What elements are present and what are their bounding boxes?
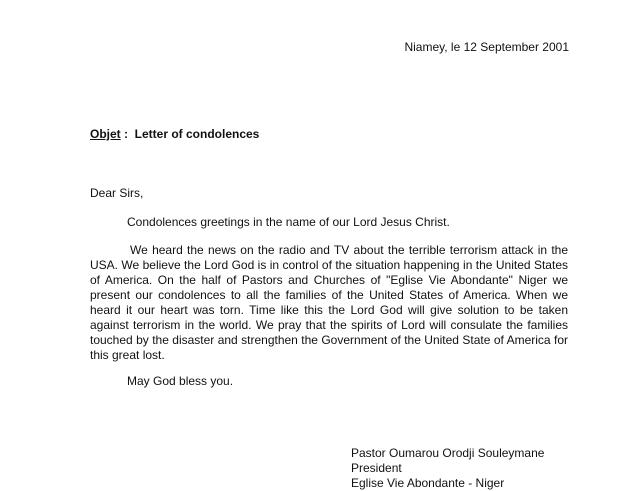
body-text: We heard the news on the radio and TV about the terrible terrorism attack in the USA. We believe the Lord God is in control of the situation happening in the United States of America. On the half of Pastors and Churches of "Eglise Vie Abondante" Niger we present our condolences to all the families of the United States of America. When we heard it our heart was torn. Time like this the Lord God will give solution to be taken against terrorism in the world. We pray that the spirits of Lord will consulate the families touched by the disaster and strengthen the Government of the United State of America for this great lost. bbox=[90, 243, 568, 362]
greeting-line: Condolences greetings in the name of our Lord Jesus Christ. bbox=[127, 215, 450, 229]
closing-line: May God bless you. bbox=[127, 374, 234, 388]
subject-line bbox=[90, 127, 259, 141]
subject-text: Letter of condolences bbox=[134, 127, 260, 141]
subject-label: Objet bbox=[90, 127, 121, 141]
signatory-name: Pastor Oumarou Orodji Souleymane bbox=[351, 446, 545, 460]
signature-block bbox=[351, 446, 544, 491]
salutation: Dear Sirs, bbox=[90, 186, 144, 200]
signatory-title: President bbox=[351, 461, 402, 475]
body-paragraph bbox=[90, 243, 568, 363]
signatory-organization: Eglise Vie Abondante - Niger bbox=[351, 476, 505, 490]
subject-separator: : bbox=[120, 127, 135, 141]
place-and-date: Niamey, le 12 September 2001 bbox=[404, 40, 569, 54]
